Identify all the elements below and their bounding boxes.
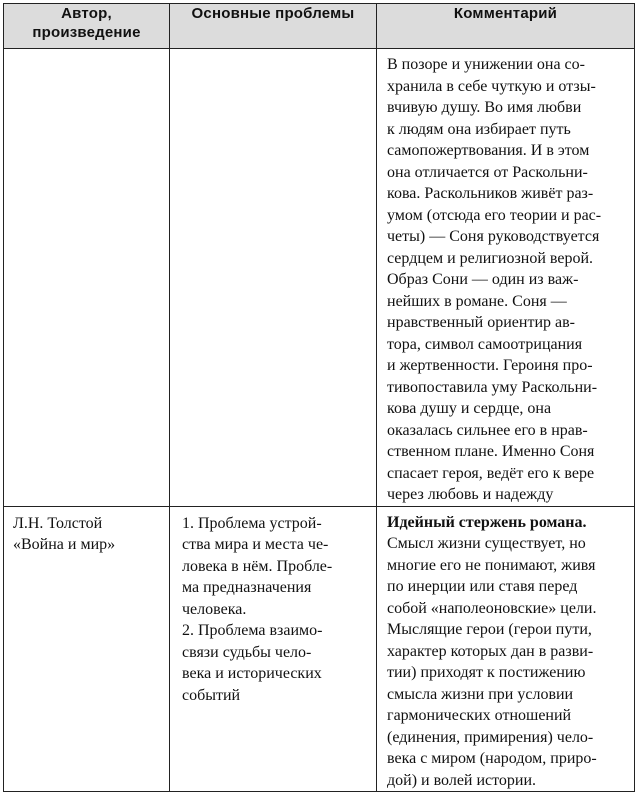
header-author [4, 4, 170, 49]
text-line: Образ Сони — один из важ- [387, 271, 579, 288]
row2-comment-cell [377, 506, 635, 792]
text-line: характер которых дан в разви- [387, 642, 594, 660]
text-line: века и исторических [182, 665, 322, 682]
text-line: самопожертвования. И в этом [387, 142, 590, 159]
table-row [4, 49, 635, 507]
header-author-line-2: произведение [32, 24, 141, 41]
header-comment: Комментарий [377, 4, 635, 49]
work-title: «Война и мир» [13, 536, 116, 553]
text-line: ства мира и места че- [182, 536, 329, 553]
text-line: 2. Проблема взаимо- [182, 622, 323, 639]
text-line: событий [182, 686, 241, 704]
text-line: спасает героя, ведёт его к вере [387, 464, 595, 482]
text-line: Мыслящие герои (герои пути, [387, 621, 592, 638]
text-line: к людям она избирает путь [387, 120, 571, 138]
row1-author-cell [4, 49, 170, 507]
text-line: умом (отсюда его теории и рас- [387, 206, 602, 224]
text-line: тивопоставила уму Раскольни- [387, 378, 598, 396]
literature-table [3, 3, 635, 792]
row2-problems-cell [170, 506, 377, 792]
text-line: она отличается от Раскольни- [387, 163, 588, 181]
text-line: сердцем и религиозной верой. [387, 249, 594, 267]
row1-problems-cell [170, 49, 377, 507]
text-line: вчивую душу. Во имя любви [387, 99, 582, 116]
text-line: ма предназначения [182, 579, 312, 596]
text-line: через любовь и надежду [387, 486, 554, 503]
text-line: тора, символ самоотрицания [387, 335, 583, 353]
row1-comment-cell [377, 49, 635, 507]
text-line: оказалась сильнее его в нрав- [387, 421, 588, 439]
text-line: кова душу и сердце, она [387, 400, 552, 417]
text-line: многие его не понимают, живя [387, 556, 596, 574]
text-line: нравственный ориентир ав- [387, 314, 575, 331]
comment-heading: Идейный стержень романа. [387, 513, 587, 531]
text-line: тии) приходят к постижению [387, 664, 586, 681]
text-line: четы) — Соня руководствуется [387, 228, 600, 245]
table-row [4, 506, 635, 792]
text-line: дой) и волей истории. [387, 771, 537, 789]
text-line: (единения, примирения) чело- [387, 728, 594, 746]
text-line: века с миром (народом, приро- [387, 750, 597, 767]
text-line: В позоре и унижении она со- [387, 56, 585, 73]
text-line: и жертвенности. Героиня про- [387, 357, 593, 374]
text-line: 1. Проблема устрой- [182, 514, 322, 532]
text-line: ственном плане. Именно Соня [387, 443, 595, 460]
text-line: гармонических отношений [387, 707, 572, 724]
text-line: связи судьбы чело- [182, 643, 312, 661]
text-line: Смысл жизни существует, но [387, 535, 586, 552]
text-line: человека. [182, 600, 247, 618]
text-line: смысла жизни при условии [387, 685, 574, 703]
header-row [4, 4, 635, 49]
text-line: хранила в себе чуткую и отзы- [387, 77, 596, 95]
header-problems: Основные проблемы [170, 4, 377, 49]
author-name: Л.Н. Толстой [13, 514, 103, 532]
header-author-line-1: Автор, [61, 5, 112, 22]
text-line: кова. Раскольников живёт раз- [387, 185, 594, 202]
text-line: нейших в романе. Соня — [387, 292, 567, 310]
text-line: собой «наполеоновские» цели. [387, 599, 597, 617]
text-line: по инерции или ставя перед [387, 578, 578, 595]
row2-author-cell [4, 506, 170, 792]
text-line: ловека в нём. Пробле- [182, 557, 333, 575]
